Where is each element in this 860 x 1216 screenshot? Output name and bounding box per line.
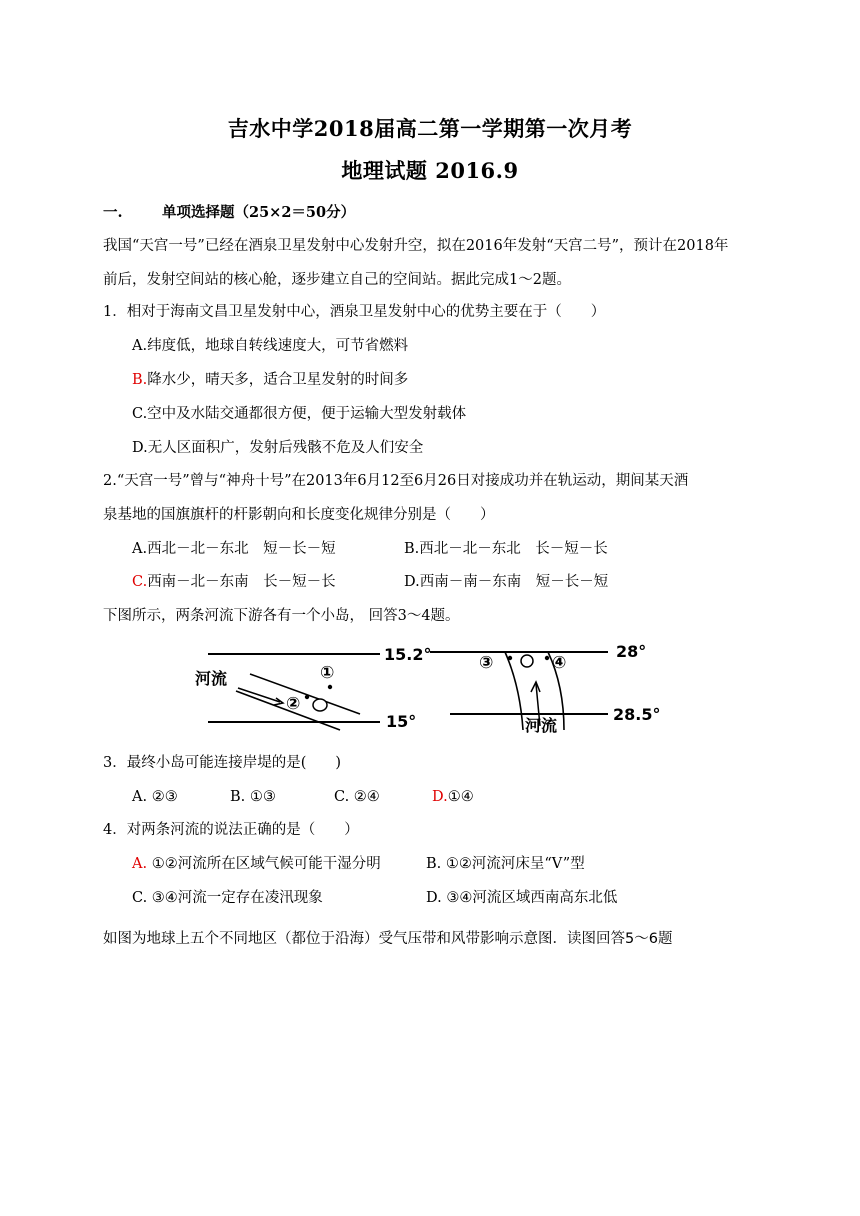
q4-option-d: D. ③④河流区域西南高东北低 — [426, 890, 618, 906]
q56-intro-text: 如图为地球上五个不同地区（都位于沿海）受气压带和风带影响示意图．读图回答 — [103, 931, 625, 947]
q3-option-d — [432, 787, 474, 807]
q1-stem: 1．相对于海南文昌卫星发射中心，酒泉卫星发射中心的优势主要在于（ ） — [103, 304, 606, 320]
q4-option-c: C. ③④河流一定存在凌汛现象 — [132, 890, 323, 906]
right-river-bank-left — [505, 652, 523, 730]
q56-intro — [103, 929, 672, 949]
q3-option-b: B. ①③ — [230, 789, 276, 805]
intro-line-1: 我国“天宫一号”已经在酒泉卫星发射中心发射升空，拟在2016年发射“天宫二号”，预计在2018年 — [103, 238, 729, 254]
left-island-icon — [313, 699, 327, 711]
exam-title: 吉水中学2018届高二第一学期第一次月考 — [227, 116, 633, 141]
intro-line-2: 前后，发射空间站的核心舱，逐步建立自己的空间站。据此完成1～2题。 — [103, 272, 571, 288]
q2-stem-line-2: 泉基地的国旗旗杆的杆影朝向和长度变化规律分别是（ ） — [103, 507, 495, 523]
section-number: 一. — [103, 204, 123, 221]
right-island-icon — [521, 655, 533, 667]
q2-answer-letter: C. — [132, 574, 148, 590]
point-3-dot — [508, 656, 512, 660]
q3-option-a: A. ②③ — [132, 789, 178, 805]
river-island-figure — [190, 636, 670, 736]
q4-answer-letter: A. — [132, 856, 148, 872]
q1-option-a: A.纬度低，地球自转线速度大，可节省燃料 — [132, 338, 409, 354]
q3-answer-letter: D. — [432, 789, 448, 805]
river-label-right: 河流 — [525, 716, 558, 735]
river-label-left: 河流 — [195, 669, 228, 688]
q56-suffix: 题 — [657, 931, 673, 947]
point-1-dot — [328, 685, 332, 689]
q2-option-b: B.西北－北－东北 长－短－长 — [404, 541, 608, 557]
q2-option-a: A.西北－北－东北 短－长－短 — [132, 541, 336, 557]
exam-subtitle: 地理试题 2016.9 — [341, 158, 519, 183]
left-top-latitude: 15.2° — [384, 645, 432, 664]
left-river-bank-upper — [250, 674, 360, 714]
q2-option-d: D.西南－南－东南 短－长－短 — [404, 574, 609, 590]
q2-stem-line-1: 2.“天宫一号”曾与“神舟十号”在2013年6月12至6月26日对接成功并在轨运动，期间某天酒 — [103, 473, 689, 489]
right-top-latitude: 28° — [616, 642, 647, 661]
mark-4: ④ — [552, 653, 567, 673]
point-4-dot — [545, 656, 549, 660]
q56-range: 5～6 — [625, 931, 658, 947]
q4-option-b: B. ①②河流河床呈“V”型 — [426, 856, 585, 872]
q4-stem: 4．对两条河流的说法正确的是（ ） — [103, 822, 359, 838]
q1-answer-letter: B. — [132, 372, 148, 388]
q1-option-b-text: 降水少，晴天多，适合卫星发射的时间多 — [147, 372, 409, 388]
mark-3: ③ — [479, 653, 494, 673]
figure-intro: 下图所示，两条河流下游各有一个小岛， 回答3～4题。 — [103, 608, 460, 624]
q3-option-d-text: ①④ — [447, 789, 474, 805]
q3-stem: 3．最终小岛可能连接岸堤的是( ) — [103, 755, 342, 771]
q3-option-c: C. ②④ — [334, 789, 380, 805]
point-2-dot — [305, 695, 309, 699]
q2-option-c-text: 西南－北－东南 长－短－长 — [147, 574, 336, 590]
q1-option-b — [132, 370, 408, 390]
q2-option-c — [132, 572, 336, 592]
q1-option-c: C.空中及水陆交通都很方便，便于运输大型发射载体 — [132, 406, 467, 422]
q4-option-a-text: ①②河流所在区域气候可能干湿分明 — [147, 856, 381, 872]
q1-option-d: D.无人区面积广，发射后残骸不危及人们安全 — [132, 440, 424, 456]
mark-1: ① — [320, 663, 335, 683]
right-flow-arrowhead — [531, 682, 540, 692]
q4-option-a — [132, 854, 381, 874]
right-bottom-latitude: 28.5° — [613, 705, 661, 724]
left-bottom-latitude: 15° — [386, 712, 417, 731]
mark-2: ② — [286, 694, 301, 714]
section-title: 单项选择题（25×2＝50分） — [162, 204, 356, 221]
